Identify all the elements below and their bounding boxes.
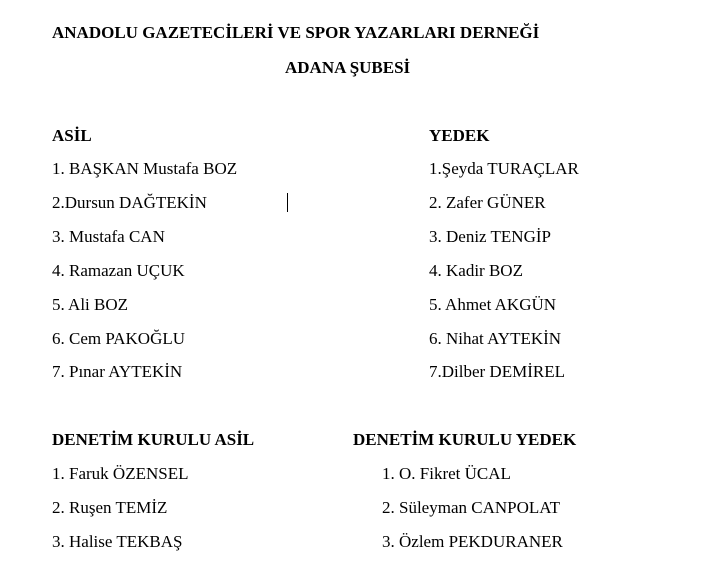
denetim-yedek-item: 3. Özlem PEKDURANER xyxy=(382,532,563,551)
asil-heading: ASİL xyxy=(52,126,92,145)
asil-item: 5. Ali BOZ xyxy=(52,295,129,314)
asil-item: 3. Mustafa CAN xyxy=(52,227,165,246)
asil-item: 1. BAŞKAN Mustafa BOZ xyxy=(52,159,238,178)
yedek-item: 6. Nihat AYTEKİN xyxy=(429,329,562,348)
yedek-heading: YEDEK xyxy=(429,126,490,145)
denetim-yedek-heading: DENETİM KURULU YEDEK xyxy=(353,430,577,449)
asil-item: 2.Dursun DAĞTEKİN xyxy=(52,193,207,212)
denetim-asil-item: 3. Halise TEKBAŞ xyxy=(52,532,183,551)
yedek-item: 3. Deniz TENGİP xyxy=(429,227,551,246)
document-subtitle: ADANA ŞUBESİ xyxy=(285,58,411,77)
denetim-yedek-item: 1. O. Fikret ÜCAL xyxy=(382,464,511,483)
denetim-asil-heading: DENETİM KURULU ASİL xyxy=(52,430,255,449)
yedek-item: 7.Dilber DEMİREL xyxy=(429,362,565,381)
yedek-item: 5. Ahmet AKGÜN xyxy=(429,295,557,314)
asil-item: 6. Cem PAKOĞLU xyxy=(52,329,186,348)
yedek-item: 1.Şeyda TURAÇLAR xyxy=(429,159,579,178)
denetim-asil-item: 2. Ruşen TEMİZ xyxy=(52,498,168,517)
document-title: ANADOLU GAZETECİLERİ VE SPOR YAZARLARI DERNEĞİ xyxy=(52,23,540,42)
text-cursor xyxy=(287,193,288,212)
denetim-asil-item: 1. Faruk ÖZENSEL xyxy=(52,464,189,483)
yedek-item: 4. Kadir BOZ xyxy=(429,261,523,280)
asil-item: 7. Pınar AYTEKİN xyxy=(52,362,183,381)
asil-item: 4. Ramazan UÇUK xyxy=(52,261,185,280)
denetim-yedek-item: 2. Süleyman CANPOLAT xyxy=(382,498,561,517)
yedek-item: 2. Zafer GÜNER xyxy=(429,193,546,212)
